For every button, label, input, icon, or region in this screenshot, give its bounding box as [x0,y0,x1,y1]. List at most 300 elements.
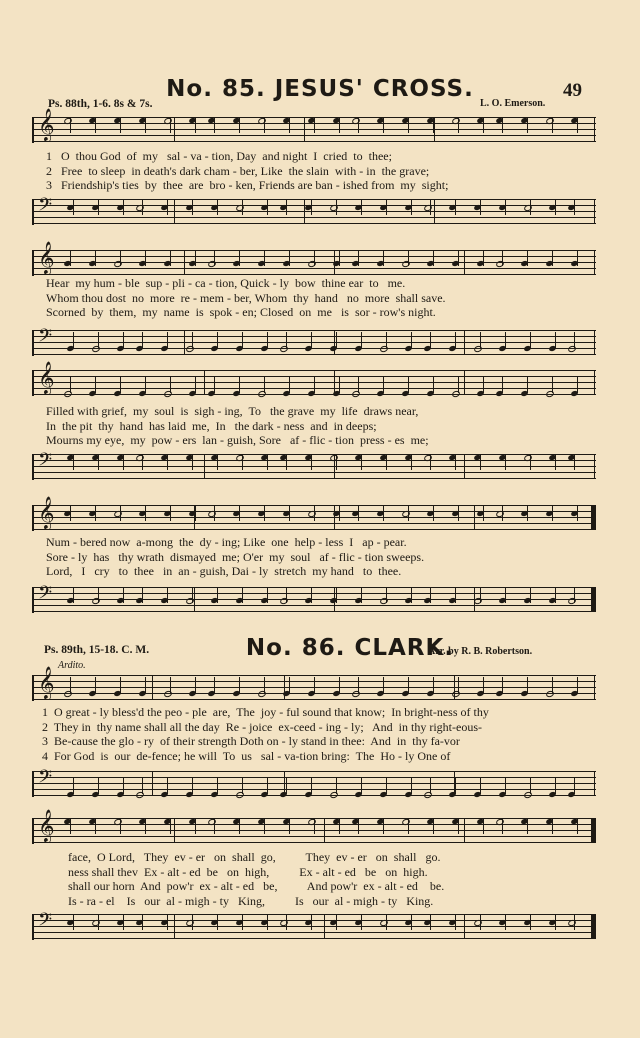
note-stem [574,199,575,215]
note-stem [73,454,74,470]
bass-clef-icon: 𝄢 [38,326,53,351]
note-stem [530,199,531,215]
note-stem [505,914,506,930]
note-stem [73,587,74,603]
note-stem [502,117,503,133]
note-stem [505,778,506,794]
note-head [351,117,361,125]
note-head [235,791,245,799]
note-stem [577,677,578,693]
note-stem [480,914,481,930]
note-stem [170,677,171,693]
tempo-marking: Ardito. [58,660,86,671]
note-stem [217,587,218,603]
note-stem [289,250,290,266]
note-stem [433,818,434,834]
note-stem [70,677,71,693]
note-stem [170,818,171,834]
note-stem [430,587,431,603]
treble-staff [32,108,596,143]
note-stem [455,778,456,794]
note-stem [120,818,121,834]
lyric-line: 3 Be-cause the glo - ry of their strength Doth on - ly stand in thee: And in thy fa-vor [42,734,460,748]
note-stem [386,199,387,215]
note-head [63,690,73,698]
note-stem [123,914,124,930]
note-stem [339,677,340,693]
note-stem [458,818,459,834]
note-stem [286,332,287,348]
note-head [307,260,317,268]
note-stem [430,332,431,348]
note-stem [195,377,196,393]
note-stem [408,677,409,693]
note-stem [455,332,456,348]
note-head [207,510,217,518]
note-stem [70,818,71,834]
note-head [401,818,411,826]
note-head [307,818,317,826]
note-stem [411,587,412,603]
note-stem [527,250,528,266]
note-stem [70,377,71,393]
lyric-line: 3 Friendship's ties by thee are bro - ken, Friends are ban - ished from my sight; [46,178,449,192]
note-stem [242,778,243,794]
note-stem [361,454,362,470]
note-stem [120,505,121,521]
note-stem [142,332,143,348]
note-stem [195,818,196,834]
note-stem [286,454,287,470]
note-stem [264,818,265,834]
note-stem [192,914,193,930]
note-stem [505,587,506,603]
note-stem [483,250,484,266]
note-stem [289,677,290,693]
note-stem [577,818,578,834]
note-stem [480,454,481,470]
note-head [423,204,433,212]
note-stem [267,199,268,215]
note-stem [286,587,287,603]
note-head [207,260,217,268]
note-stem [95,377,96,393]
lyric-line: Num - bered now a-mong the dy - ing; Like one help - less I ap - pear. [46,535,407,549]
note-stem [458,377,459,393]
note-stem [267,332,268,348]
note-stem [339,377,340,393]
note-head [185,919,195,927]
note-stem [314,117,315,133]
note-head [235,454,245,462]
note-stem [458,250,459,266]
note-stem [411,914,412,930]
note-stem [142,778,143,794]
note-stem [408,818,409,834]
note-stem [311,778,312,794]
note-stem [167,454,168,470]
note-stem [170,117,171,133]
bass-staff [32,195,596,225]
note-head [523,791,533,799]
note-stem [145,505,146,521]
hymn-85-lyrics-2 [46,276,602,320]
note-head [185,345,195,353]
note-stem [286,778,287,794]
note-stem [430,454,431,470]
bass-clef-icon: 𝄢 [38,910,53,935]
note-stem [411,778,412,794]
bass-clef-icon: 𝄢 [38,583,53,608]
note-stem [123,587,124,603]
treble-staff [32,241,596,276]
lyric-line: 1 O thou God of my sal - va - tion, Day and night I cried to thee; [46,149,392,163]
note-head [63,390,73,398]
note-stem [336,199,337,215]
lyric-line: In the pit thy hand has laid me, In the dark - ness and in deeps; [46,418,377,433]
note-stem [123,332,124,348]
note-stem [311,199,312,215]
note-stem [239,818,240,834]
bass-clef-icon: 𝄢 [38,767,53,792]
note-stem [336,778,337,794]
note-stem [267,587,268,603]
note-head [523,454,533,462]
note-stem [214,377,215,393]
bass-staff [32,583,596,613]
note-stem [73,199,74,215]
note-stem [120,377,121,393]
note-stem [577,117,578,133]
note-stem [483,117,484,133]
note-head [379,919,389,927]
note-stem [552,117,553,133]
note-stem [167,199,168,215]
treble-staff [32,666,596,701]
lyric-line: Hear my hum - ble sup - pli - ca - tion, Quick - ly bow thine ear to me. [46,276,406,290]
note-stem [95,505,96,521]
note-stem [480,332,481,348]
note-stem [267,778,268,794]
note-stem [361,587,362,603]
note-stem [145,818,146,834]
note-stem [430,914,431,930]
note-stem [358,250,359,266]
note-head [135,454,145,462]
note-head [451,117,461,125]
note-stem [264,250,265,266]
hymn-85-title: No. 85. JESUS' CROSS. [166,76,474,102]
hymn-86-arranger: Arr. by R. B. Robertson. [428,646,533,657]
note-head [451,390,461,398]
note-stem [386,454,387,470]
note-stem [577,377,578,393]
note-stem [358,818,359,834]
note-head [163,390,173,398]
note-stem [455,454,456,470]
hymn-86-meter: Ps. 89th, 15-18. C. M. [44,644,150,656]
note-stem [336,587,337,603]
note-stem [167,332,168,348]
note-stem [98,587,99,603]
treble-staff [32,809,596,844]
note-head [567,919,577,927]
note-stem [311,454,312,470]
note-head [423,791,433,799]
note-stem [505,454,506,470]
note-stem [239,505,240,521]
note-stem [192,332,193,348]
note-stem [574,332,575,348]
lyric-line: Mourns my eye, my pow - ers lan - guish, Sore af - flic - tion press - es me; [46,433,429,447]
note-stem [289,818,290,834]
note-stem [311,914,312,930]
note-stem [527,505,528,521]
note-stem [214,505,215,521]
note-stem [239,677,240,693]
note-stem [455,914,456,930]
note-stem [73,778,74,794]
treble-clef-icon: 𝄞 [38,361,55,394]
note-stem [502,818,503,834]
note-head [473,597,483,605]
note-stem [239,117,240,133]
note-stem [289,505,290,521]
note-stem [239,377,240,393]
note-stem [411,332,412,348]
note-stem [502,677,503,693]
treble-clef-icon: 𝄞 [38,496,55,529]
note-head [379,597,389,605]
note-stem [527,117,528,133]
note-stem [314,377,315,393]
treble-staff [32,496,596,531]
note-stem [411,199,412,215]
note-stem [480,199,481,215]
note-stem [242,454,243,470]
note-stem [552,377,553,393]
note-head [401,260,411,268]
note-head [545,117,555,125]
note-head [329,454,339,462]
note-stem [455,199,456,215]
note-stem [264,117,265,133]
hymn-86-lyrics-2 [68,850,624,908]
note-stem [314,677,315,693]
note-head [379,345,389,353]
bass-clef-icon: 𝄢 [38,195,53,220]
note-stem [433,505,434,521]
note-stem [239,250,240,266]
note-head [113,510,123,518]
note-stem [383,117,384,133]
note-stem [530,914,531,930]
lyric-line: Lord, I cry to thee in an - guish, Dai - ly stretch my hand to thee. [46,564,402,578]
note-stem [217,199,218,215]
note-head [257,690,267,698]
note-stem [483,818,484,834]
note-head [135,791,145,799]
bass-staff [32,326,596,356]
hymn-86-lyrics-1 [42,705,598,763]
hymn-85-lyrics-4 [46,535,602,579]
note-stem [502,250,503,266]
note-stem [264,377,265,393]
note-stem [286,199,287,215]
treble-clef-icon: 𝄞 [38,666,55,699]
note-head [113,260,123,268]
note-stem [574,587,575,603]
note-stem [555,332,556,348]
note-head [163,117,173,125]
note-stem [98,199,99,215]
note-stem [433,250,434,266]
note-stem [70,505,71,521]
note-stem [430,199,431,215]
note-stem [555,587,556,603]
treble-clef-icon: 𝄞 [38,108,55,141]
note-stem [314,505,315,521]
note-stem [383,818,384,834]
note-head [423,454,433,462]
note-stem [336,914,337,930]
note-head [207,818,217,826]
note-head [495,818,505,826]
note-stem [289,377,290,393]
hymn-85-meter: Ps. 88th, 1-6. 8s & 7s. [48,98,153,110]
note-head [523,204,533,212]
note-stem [408,117,409,133]
note-stem [552,250,553,266]
lyric-line: Filled with grief, my soul is sigh - ing, To the grave my life draws near, [46,404,419,418]
note-stem [167,778,168,794]
lyric-line: Scorned by them, my name is spok - en; Closed on me is sor - row's night. [46,305,436,319]
note-stem [383,677,384,693]
note-stem [242,914,243,930]
note-stem [339,117,340,133]
note-stem [386,778,387,794]
note-stem [242,332,243,348]
note-stem [480,778,481,794]
note-head [257,117,267,125]
lyric-line: face, O Lord, They ev - er on shall go, They ev - er on shall go. [68,850,441,864]
hymn-85-lyrics-3 [46,404,602,448]
note-stem [98,332,99,348]
note-head [91,345,101,353]
note-stem [70,250,71,266]
note-stem [145,377,146,393]
note-stem [167,914,168,930]
note-stem [555,778,556,794]
note-stem [458,117,459,133]
note-stem [483,677,484,693]
note-stem [120,677,121,693]
note-stem [123,199,124,215]
lyric-line: shall our horn And pow'r ex - alt - ed be, And pow'r ex - alt - ed be. [68,879,445,893]
hymn-85-composer: L. O. Emerson. [480,98,546,109]
note-stem [577,250,578,266]
note-stem [195,117,196,133]
note-stem [358,377,359,393]
note-head [567,345,577,353]
note-stem [214,250,215,266]
lyric-line: 2 They in thy name shall all the day Re - joice ex-ceed - ing - ly; And in thy right-eous- [42,719,483,734]
note-stem [142,587,143,603]
note-stem [527,818,528,834]
note-stem [574,454,575,470]
note-head [473,919,483,927]
note-head [279,919,289,927]
note-stem [120,250,121,266]
note-head [567,597,577,605]
note-head [235,204,245,212]
note-stem [339,250,340,266]
note-head [307,510,317,518]
note-stem [267,454,268,470]
note-stem [145,250,146,266]
note-stem [361,914,362,930]
note-stem [361,778,362,794]
note-stem [311,587,312,603]
note-stem [264,677,265,693]
note-stem [195,250,196,266]
note-stem [98,454,99,470]
hymn-85-lyrics-1 [46,149,602,193]
note-head [329,204,339,212]
note-stem [552,677,553,693]
note-stem [430,778,431,794]
lyric-line: Sore - ly has thy wrath dismayed me; O'er my soul af - flic - tion sweeps. [46,549,425,564]
note-stem [217,454,218,470]
note-head [473,345,483,353]
note-stem [555,914,556,930]
bass-staff [32,910,596,940]
note-stem [195,677,196,693]
note-stem [502,377,503,393]
note-stem [361,199,362,215]
note-stem [433,677,434,693]
note-stem [217,778,218,794]
note-stem [98,778,99,794]
note-stem [408,250,409,266]
note-stem [483,505,484,521]
note-stem [527,377,528,393]
lyric-line: ness shall thev Ex - alt - ed be on high, Ex - alt - ed be on high. [68,864,428,879]
note-stem [555,454,556,470]
note-stem [192,199,193,215]
lyric-line: 4 For God is our de-fence; he will To us sal - va-tion bring: The Ho - ly One of [42,748,451,763]
note-stem [458,505,459,521]
note-stem [142,454,143,470]
lyric-line: Is - ra - el Is our al - migh - ty King, Is our al - migh - ty King. [68,893,434,908]
note-stem [483,377,484,393]
note-stem [289,117,290,133]
note-stem [95,117,96,133]
treble-staff [32,361,596,396]
note-stem [214,117,215,133]
note-stem [339,818,340,834]
note-stem [192,454,193,470]
note-stem [339,505,340,521]
note-head [351,390,361,398]
note-stem [480,587,481,603]
note-stem [142,199,143,215]
note-head [401,510,411,518]
note-stem [214,677,215,693]
note-stem [577,505,578,521]
treble-clef-icon: 𝄞 [38,241,55,274]
note-stem [361,332,362,348]
